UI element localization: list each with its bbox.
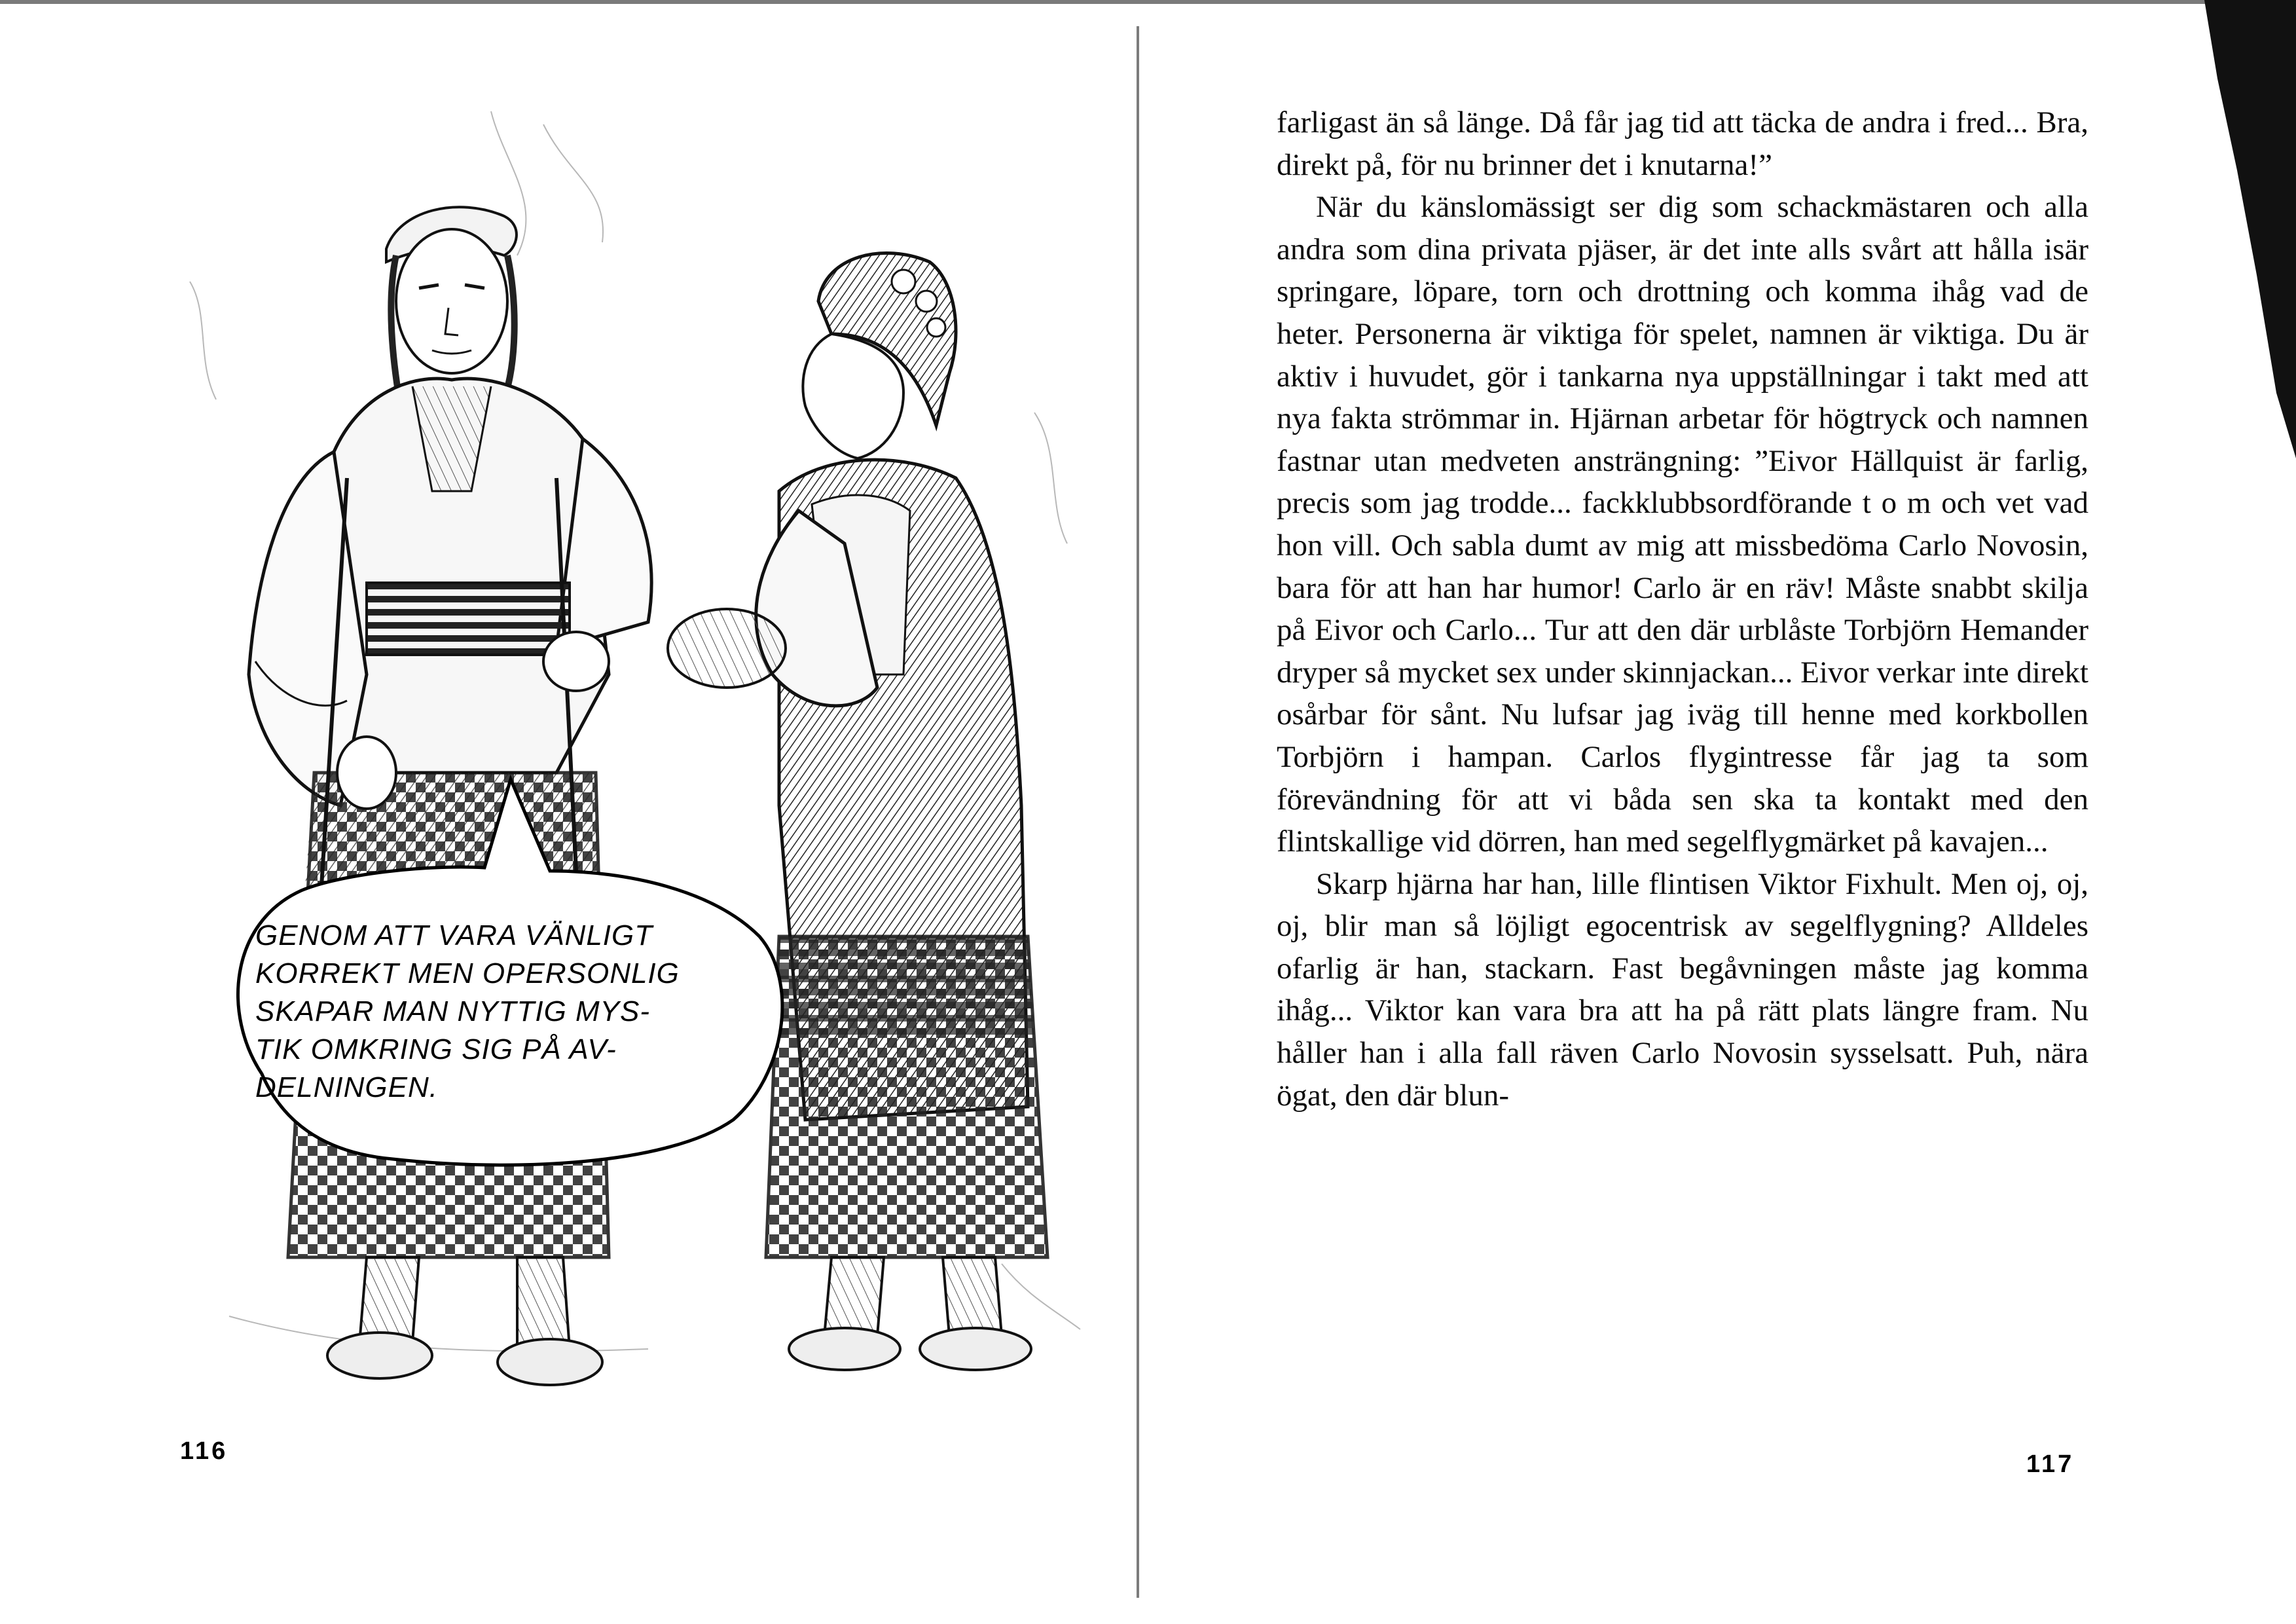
left-page xyxy=(0,0,1139,1624)
body-text xyxy=(1277,101,2088,1116)
folk-costume-illustration xyxy=(151,85,1106,1441)
paragraph: När du känslomässigt ser dig som schackmästaren och alla andra som dina privata pjäser, är det inte alls svårt att hålla isär springare, löpare, torn och drottning och komma ihåg vad de heter. Personerna är viktiga för spelet, namnen är viktiga. Du är aktiv i huvudet, gör i tankarna nya uppställningar i takt med att nya fakta strömmar in. Hjärnan arbetar för högtryck och namnen fastnar utan medveten ansträngning: ”Eivor Hällquist är farlig, precis som jag trodde... fackklubbsordförande t o m och vet vad hon vill. Och sabla dumt av mig att missbedöma Carlo Novosin, bara för att han har humor! Carlo är en räv! Måste snabbt skilja på Eivor och Carlo... Tur att den där urblåste Torbjörn Hemander dryper så mycket sex under skinnjackan... Eivor verkar inte direkt osårbar för sånt. Nu lufsar jag iväg till henne med korkbollen Torbjörn i hampan. Carlos flygintresse får jag ta som förevändning för att vi båda sen ska ta kontakt med den flintskallige vid dörren, han med segelflygmärket på kavajen... xyxy=(1277,190,2088,859)
page-number-right: 117 xyxy=(2026,1450,2075,1478)
engraving-illustration xyxy=(151,85,1106,1441)
paragraph: Skarp hjärna har han, lille flintisen Viktor Fixhult. Men oj, oj, oj, blir man så löjligt egocentrisk av segelflygning? Alldeles ofarlig är han, stackarn. Fast begåvningen måste jag komma ihåg... Viktor kan vara bra att ha på rätt plats längre fram. Nu håller han i alla fall räven Carlo Novosin sysselsatt. Puh, nära ögat, den där blun- xyxy=(1277,866,2088,1113)
speech-bubble-text: GENOM ATT VARA VÄNLIGT KORREKT MEN OPERSONLIG SKAPAR MAN NYTTIG MYS- TIK OMKRING SIG PÅ AV- DELNINGEN. xyxy=(255,919,680,1103)
page-number-left: 116 xyxy=(180,1437,228,1465)
paragraph: farligast än så länge. Då får jag tid att täcka de andra i fred... Bra, direkt på, för nu brinner det i knutarna!” xyxy=(1277,105,2088,182)
speech-bubble xyxy=(210,766,799,1172)
